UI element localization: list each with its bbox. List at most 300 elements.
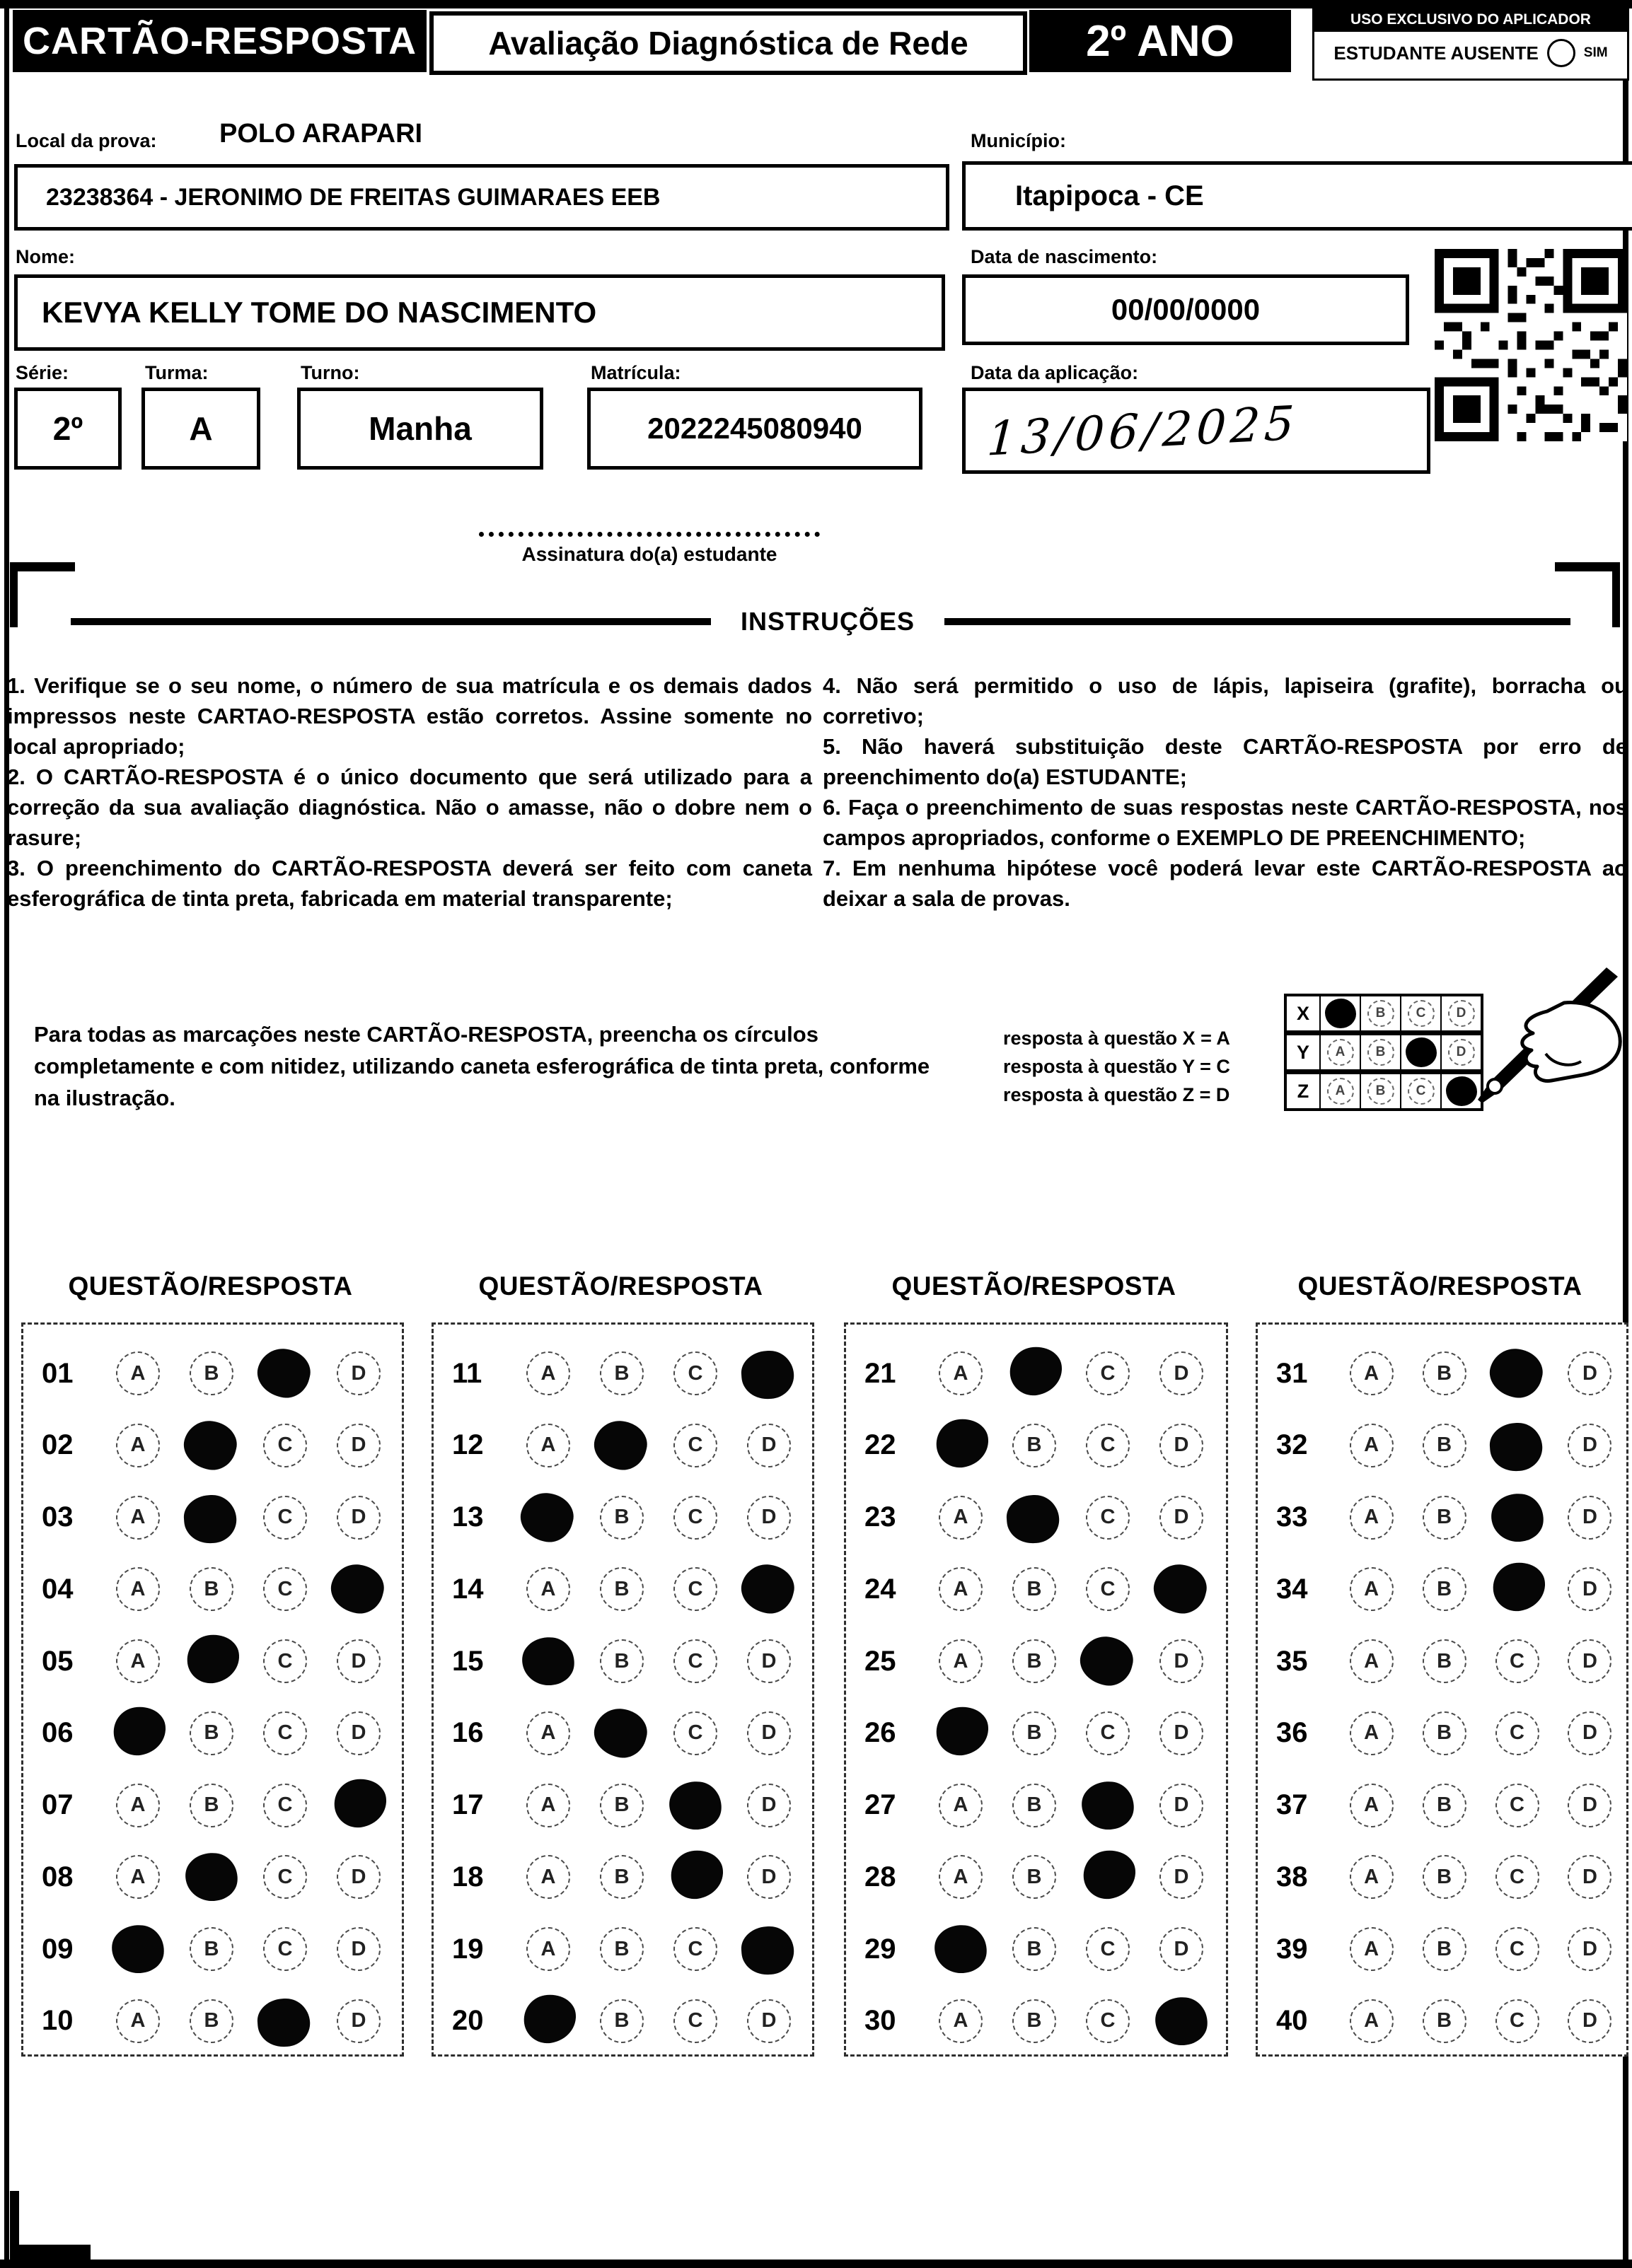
question-number-12: 12 <box>452 1429 484 1461</box>
turno-value: Manha <box>369 410 472 447</box>
example-row-label-X: X <box>1287 996 1321 1030</box>
local-value: POLO ARAPARI <box>219 119 423 149</box>
answer-bubble-23-A[interactable]: A <box>939 1496 983 1540</box>
answer-bubble-25-A[interactable]: A <box>939 1639 983 1683</box>
question-number-34: 34 <box>1276 1573 1308 1605</box>
answer-bubble-01-D[interactable]: D <box>337 1351 381 1395</box>
answer-bubble-03-C[interactable]: C <box>263 1496 307 1540</box>
answer-bubble-15-A-filled[interactable] <box>520 1634 577 1687</box>
question-number-21: 21 <box>864 1357 896 1389</box>
answer-bubble-27-C-filled[interactable] <box>1080 1779 1137 1832</box>
question-row-03 <box>23 1494 402 1541</box>
question-row-04 <box>23 1566 402 1612</box>
question-row-36 <box>1258 1710 1626 1757</box>
example-bubble-X-D: D <box>1448 1000 1475 1027</box>
corner-mark-left-v <box>10 562 18 627</box>
instruction-item-4: 4. Não será permitido o uso de lápis, lapiseira (grafite), borracha ou corretivo; <box>823 673 1628 728</box>
question-number-38: 38 <box>1276 1861 1308 1892</box>
serie-value: 2º <box>52 410 83 447</box>
answer-bubble-04-A[interactable]: A <box>116 1567 160 1611</box>
example-bubble-Y-B: B <box>1367 1039 1394 1066</box>
question-row-09 <box>23 1926 402 1972</box>
answer-bubble-13-C[interactable]: C <box>673 1496 717 1540</box>
answer-bubble-06-B[interactable]: B <box>190 1711 233 1755</box>
instructions-divider-left <box>71 618 711 625</box>
answer-bubble-13-A-filled[interactable] <box>516 1487 578 1547</box>
instruction-item-2: 2. O CARTÃO-RESPOSTA é o único documento que será utilizado para a correção da sua avaliação diagnóstica. Não o amasse, não o dobre nem o rasure; <box>7 764 812 850</box>
local-label: Local da prova: <box>16 130 157 151</box>
question-row-23 <box>846 1494 1226 1541</box>
instruction-item-3: 3. O preenchimento do CARTÃO-RESPOSTA deverá ser feito com caneta esferográfica de tinta preta, fabricada em material transparente; <box>7 856 812 911</box>
answer-bubble-01-C-filled[interactable] <box>253 1344 315 1403</box>
answer-bubble-06-D[interactable]: D <box>337 1711 381 1755</box>
answer-bubble-14-C[interactable]: C <box>673 1567 717 1611</box>
answer-bubble-33-A[interactable]: A <box>1350 1496 1394 1540</box>
answer-bubble-27-D[interactable]: D <box>1159 1784 1203 1827</box>
answer-bubble-19-C[interactable]: C <box>673 1927 717 1971</box>
answer-bubble-25-D[interactable]: D <box>1159 1639 1203 1683</box>
question-number-24: 24 <box>864 1573 896 1605</box>
answer-bubble-17-D[interactable]: D <box>747 1784 791 1827</box>
answer-bubble-21-B-filled[interactable] <box>1007 1343 1066 1399</box>
answer-bubble-03-A[interactable]: A <box>116 1496 160 1540</box>
nascimento-value: 00/00/0000 <box>1111 293 1261 326</box>
nome-box <box>14 274 945 351</box>
example-bubble-Z-A: A <box>1327 1078 1354 1105</box>
answer-bubble-11-C[interactable]: C <box>673 1351 717 1395</box>
example-bubble-X-B: B <box>1367 1000 1394 1027</box>
answer-bubble-39-C[interactable]: C <box>1495 1927 1539 1971</box>
instruction-item-7: 7. Em nenhuma hipótese você poderá levar este CARTÃO-RESPOSTA ao deixar a sala de provas. <box>823 856 1628 911</box>
question-row-22 <box>846 1422 1226 1469</box>
school-box <box>14 164 949 231</box>
question-row-11 <box>434 1350 812 1397</box>
example-bubble-Y-A: A <box>1327 1039 1354 1066</box>
question-number-23: 23 <box>864 1501 896 1533</box>
answer-bubble-09-C[interactable]: C <box>263 1927 307 1971</box>
answer-bubble-30-A[interactable]: A <box>939 1999 983 2043</box>
answer-bubble-29-B[interactable]: B <box>1012 1927 1056 1971</box>
answer-bubble-07-D-filled[interactable] <box>331 1775 390 1831</box>
column-1-title: QUESTÃO/RESPOSTA <box>68 1272 353 1301</box>
instructions-divider-right <box>944 618 1570 625</box>
qr-code <box>1435 249 1627 441</box>
answer-bubble-19-B[interactable]: B <box>600 1927 644 1971</box>
answer-bubble-40-C[interactable]: C <box>1495 1999 1539 2043</box>
corner-mark-left-h <box>10 562 75 571</box>
answer-bubble-14-B[interactable]: B <box>600 1567 644 1611</box>
answer-bubble-26-A-filled[interactable] <box>933 1703 992 1759</box>
answer-bubble-10-A[interactable]: A <box>116 1999 160 2043</box>
answer-bubble-38-C[interactable]: C <box>1495 1855 1539 1899</box>
question-number-03: 03 <box>42 1501 74 1533</box>
answer-bubble-31-A[interactable]: A <box>1350 1351 1394 1395</box>
absent-option-label: SIM <box>1583 45 1608 60</box>
instructions-title: INSTRUÇÕES <box>740 607 915 636</box>
question-row-14 <box>434 1566 812 1612</box>
answer-bubble-16-C[interactable]: C <box>673 1711 717 1755</box>
question-row-29 <box>846 1926 1226 1972</box>
question-row-24 <box>846 1566 1226 1612</box>
question-number-33: 33 <box>1276 1501 1308 1533</box>
question-row-07 <box>23 1782 402 1829</box>
answer-bubble-13-D[interactable]: D <box>747 1496 791 1540</box>
answer-bubble-14-A[interactable]: A <box>526 1567 570 1611</box>
nascimento-box <box>962 274 1409 345</box>
answer-bubble-34-D[interactable]: D <box>1568 1567 1611 1611</box>
answer-bubble-32-D[interactable]: D <box>1568 1424 1611 1467</box>
question-row-02 <box>23 1422 402 1469</box>
answer-bubble-07-A[interactable]: A <box>116 1784 160 1827</box>
answer-bubble-35-C[interactable]: C <box>1495 1639 1539 1683</box>
answer-bubble-11-A[interactable]: A <box>526 1351 570 1395</box>
answer-bubble-21-A[interactable]: A <box>939 1351 983 1395</box>
question-row-10 <box>23 1998 402 2045</box>
answer-bubble-21-D[interactable]: D <box>1159 1351 1203 1395</box>
question-number-07: 07 <box>42 1789 74 1821</box>
answer-bubble-23-C[interactable]: C <box>1086 1496 1130 1540</box>
marking-paragraph: Para todas as marcações neste CARTÃO-RESPOSTA, preencha os círculos completamente e com nitidez, utilizando caneta esferográfica de tinta preta, conforme na ilustração. <box>34 1022 930 1110</box>
answer-bubble-10-B[interactable]: B <box>190 1999 233 2043</box>
answer-bubble-39-A[interactable]: A <box>1350 1927 1394 1971</box>
answer-bubble-17-C-filled[interactable] <box>667 1779 724 1832</box>
answer-bubble-02-C[interactable]: C <box>263 1424 307 1467</box>
question-row-08 <box>23 1854 402 1900</box>
school-value: 23238364 - JERONIMO DE FREITAS GUIMARAES EEB <box>46 183 661 211</box>
turma-label: Turma: <box>145 362 209 383</box>
instruction-item-1: 1. Verifique se o seu nome, o número de sua matrícula e os demais dados impressos neste CARTAO-RESPOSTA estão corretos. Assine somente no local apropriado; <box>7 673 812 759</box>
answer-bubble-34-C-filled[interactable] <box>1489 1559 1549 1615</box>
answer-bubble-26-C[interactable]: C <box>1086 1711 1130 1755</box>
answer-column-1 <box>21 1322 404 2057</box>
question-number-37: 37 <box>1276 1789 1308 1821</box>
question-number-27: 27 <box>864 1789 896 1821</box>
qr-code-image <box>1435 249 1627 441</box>
answer-bubble-37-D[interactable]: D <box>1568 1784 1611 1827</box>
answer-bubble-33-B[interactable]: B <box>1423 1496 1466 1540</box>
answer-bubble-16-D[interactable]: D <box>747 1711 791 1755</box>
question-row-28 <box>846 1854 1226 1900</box>
answer-bubble-20-C[interactable]: C <box>673 1999 717 2043</box>
answer-bubble-21-C[interactable]: C <box>1086 1351 1130 1395</box>
answer-bubble-17-B[interactable]: B <box>600 1784 644 1827</box>
corner-mark-right-h <box>1555 562 1620 571</box>
matricula-box <box>587 388 922 470</box>
answer-bubble-39-B[interactable]: B <box>1423 1927 1466 1971</box>
answer-bubble-12-B-filled[interactable] <box>589 1415 652 1475</box>
answer-bubble-33-D[interactable]: D <box>1568 1496 1611 1540</box>
answer-bubble-27-B[interactable]: B <box>1012 1784 1056 1827</box>
answer-bubble-25-B[interactable]: B <box>1012 1639 1056 1683</box>
answer-bubble-40-D[interactable]: D <box>1568 1999 1611 2043</box>
answer-bubble-03-B-filled[interactable] <box>183 1493 238 1545</box>
question-number-20: 20 <box>452 2005 484 2037</box>
question-number-04: 04 <box>42 1573 74 1605</box>
answer-bubble-15-B[interactable]: B <box>600 1639 644 1683</box>
question-row-31 <box>1258 1350 1626 1397</box>
municipio-value: Itapipoca - CE <box>1015 180 1204 211</box>
hand-pen-illustration <box>1440 967 1629 1120</box>
question-row-17 <box>434 1782 812 1829</box>
answer-column-4 <box>1256 1322 1628 2057</box>
answer-bubble-34-B[interactable]: B <box>1423 1567 1466 1611</box>
example-bubble-Y-D: D <box>1448 1039 1475 1066</box>
answer-bubble-03-D[interactable]: D <box>337 1496 381 1540</box>
answer-bubble-22-C[interactable]: C <box>1086 1424 1130 1467</box>
answer-bubble-40-A[interactable]: A <box>1350 1999 1394 2043</box>
answer-bubble-29-D[interactable]: D <box>1159 1927 1203 1971</box>
answer-bubble-19-A[interactable]: A <box>526 1927 570 1971</box>
answer-bubble-04-B[interactable]: B <box>190 1567 233 1611</box>
nascimento-label: Data de nascimento: <box>971 246 1158 267</box>
exam-title-box <box>429 11 1027 75</box>
answer-bubble-36-D[interactable]: D <box>1568 1711 1611 1755</box>
answer-column-3 <box>844 1322 1228 2057</box>
question-row-35 <box>1258 1638 1626 1685</box>
answer-bubble-35-A[interactable]: A <box>1350 1639 1394 1683</box>
answer-bubble-40-B[interactable]: B <box>1423 1999 1466 2043</box>
question-number-16: 16 <box>452 1717 484 1749</box>
question-number-32: 32 <box>1276 1429 1308 1461</box>
answer-bubble-32-A[interactable]: A <box>1350 1424 1394 1467</box>
answer-bubble-15-C[interactable]: C <box>673 1639 717 1683</box>
turma-value: A <box>189 410 213 447</box>
question-number-36: 36 <box>1276 1717 1308 1749</box>
answer-bubble-37-C[interactable]: C <box>1495 1784 1539 1827</box>
aplicacao-label: Data da aplicação: <box>971 362 1139 383</box>
answer-bubble-23-D[interactable]: D <box>1159 1496 1203 1540</box>
answer-bubble-24-D-filled[interactable] <box>1149 1559 1211 1619</box>
answer-bubble-36-B[interactable]: B <box>1423 1711 1466 1755</box>
question-row-39 <box>1258 1926 1626 1972</box>
exam-title: Avaliação Diagnóstica de Rede <box>488 25 968 62</box>
answer-bubble-20-D[interactable]: D <box>747 1999 791 2043</box>
turno-box <box>297 388 543 470</box>
answer-bubble-32-B[interactable]: B <box>1423 1424 1466 1467</box>
answer-bubble-31-C-filled[interactable] <box>1484 1344 1546 1403</box>
question-number-18: 18 <box>452 1861 484 1892</box>
question-number-39: 39 <box>1276 1933 1308 1965</box>
question-number-26: 26 <box>864 1717 896 1749</box>
answer-bubble-29-C[interactable]: C <box>1086 1927 1130 1971</box>
signature-label: Assinatura do(a) estudante <box>521 543 777 565</box>
answer-bubble-18-C-filled[interactable] <box>668 1847 727 1903</box>
answer-bubble-11-D-filled[interactable] <box>740 1349 796 1401</box>
municipio-box <box>962 161 1632 231</box>
answer-bubble-14-D-filled[interactable] <box>736 1559 799 1619</box>
absent-sim-bubble[interactable] <box>1547 39 1575 67</box>
hand-pen-icon <box>1440 967 1629 1120</box>
instruction-item-6: 6. Faça o preenchimento de suas respostas neste CARTÃO-RESPOSTA, nos campos apropriados, conforme o EXEMPLO DE PREENCHIMENTO; <box>823 795 1628 850</box>
answer-bubble-09-D[interactable]: D <box>337 1927 381 1971</box>
question-number-10: 10 <box>42 2005 74 2037</box>
question-row-20 <box>434 1998 812 2045</box>
answer-bubble-01-B[interactable]: B <box>190 1351 233 1395</box>
answer-bubble-24-C[interactable]: C <box>1086 1567 1130 1611</box>
answer-bubble-33-C-filled[interactable] <box>1488 1491 1546 1544</box>
question-row-34 <box>1258 1566 1626 1612</box>
answer-bubble-16-A[interactable]: A <box>526 1711 570 1755</box>
answer-bubble-30-B[interactable]: B <box>1012 1999 1056 2043</box>
answer-bubble-02-D[interactable]: D <box>337 1424 381 1467</box>
answer-bubble-23-B-filled[interactable] <box>1005 1493 1061 1545</box>
answer-bubble-35-B[interactable]: B <box>1423 1639 1466 1683</box>
answer-bubble-13-B[interactable]: B <box>600 1496 644 1540</box>
answer-bubble-38-D[interactable]: D <box>1568 1855 1611 1899</box>
answer-bubble-04-C[interactable]: C <box>263 1567 307 1611</box>
question-number-11: 11 <box>452 1357 482 1389</box>
answer-bubble-09-A-filled[interactable] <box>110 1922 167 1975</box>
grade-banner <box>1029 10 1291 72</box>
answer-bubble-28-C-filled[interactable] <box>1080 1847 1140 1903</box>
answer-bubble-06-C[interactable]: C <box>263 1711 307 1755</box>
question-row-38 <box>1258 1854 1626 1900</box>
answer-bubble-08-C[interactable]: C <box>263 1855 307 1899</box>
answer-bubble-32-C-filled[interactable] <box>1488 1421 1544 1472</box>
question-number-40: 40 <box>1276 2005 1308 2037</box>
answer-bubble-07-C[interactable]: C <box>263 1784 307 1827</box>
column-4-title: QUESTÃO/RESPOSTA <box>1297 1272 1582 1301</box>
answer-bubble-05-A[interactable]: A <box>116 1639 160 1683</box>
question-number-35: 35 <box>1276 1645 1308 1677</box>
answer-bubble-20-A-filled[interactable] <box>521 1991 580 2047</box>
answer-bubble-38-A[interactable]: A <box>1350 1855 1394 1899</box>
question-row-12 <box>434 1422 812 1469</box>
answer-bubble-30-C[interactable]: C <box>1086 1999 1130 2043</box>
nome-value: KEVYA KELLY TOME DO NASCIMENTO <box>42 296 597 329</box>
example-bubble-X-C: C <box>1408 1000 1435 1027</box>
aplicacao-box[interactable] <box>962 388 1430 474</box>
answer-bubble-05-C[interactable]: C <box>263 1639 307 1683</box>
example-bubble-Z-B: B <box>1367 1078 1394 1105</box>
answer-bubble-29-A-filled[interactable] <box>932 1922 990 1975</box>
answer-bubble-35-D[interactable]: D <box>1568 1639 1611 1683</box>
answer-bubble-30-D-filled[interactable] <box>1153 1994 1210 2047</box>
answer-bubble-19-D-filled[interactable] <box>740 1925 796 1977</box>
answer-bubble-08-B-filled[interactable] <box>183 1851 241 1904</box>
question-number-15: 15 <box>452 1645 484 1677</box>
question-number-22: 22 <box>864 1429 896 1461</box>
answer-bubble-22-B[interactable]: B <box>1012 1424 1056 1467</box>
question-row-25 <box>846 1638 1226 1685</box>
question-number-13: 13 <box>452 1501 484 1533</box>
answer-bubble-37-A[interactable]: A <box>1350 1784 1394 1827</box>
corner-mark-bottom-h <box>10 2245 91 2260</box>
answer-bubble-12-A[interactable]: A <box>526 1424 570 1467</box>
answer-bubble-24-B[interactable]: B <box>1012 1567 1056 1611</box>
answer-bubble-24-A[interactable]: A <box>939 1567 983 1611</box>
answer-bubble-26-D[interactable]: D <box>1159 1711 1203 1755</box>
answer-bubble-10-D[interactable]: D <box>337 1999 381 2043</box>
answer-bubble-01-A[interactable]: A <box>116 1351 160 1395</box>
answer-bubble-02-B-filled[interactable] <box>179 1415 241 1475</box>
answer-bubble-12-D[interactable]: D <box>747 1424 791 1467</box>
question-row-06 <box>23 1710 402 1757</box>
example-row-label-Z: Z <box>1287 1074 1321 1108</box>
question-row-30 <box>846 1998 1226 2045</box>
answer-bubble-17-A[interactable]: A <box>526 1784 570 1827</box>
corner-mark-right-v <box>1612 562 1620 627</box>
answer-bubble-05-B-filled[interactable] <box>184 1631 243 1687</box>
question-row-18 <box>434 1854 812 1900</box>
answer-bubble-28-A[interactable]: A <box>939 1855 983 1899</box>
question-number-05: 05 <box>42 1645 74 1677</box>
answer-bubble-16-B-filled[interactable] <box>589 1703 652 1762</box>
question-row-16 <box>434 1710 812 1757</box>
answer-bubble-31-D[interactable]: D <box>1568 1351 1611 1395</box>
answer-bubble-08-D[interactable]: D <box>337 1855 381 1899</box>
answer-bubble-09-B[interactable]: B <box>190 1927 233 1971</box>
answer-bubble-31-B[interactable]: B <box>1423 1351 1466 1395</box>
answer-bubble-38-B[interactable]: B <box>1423 1855 1466 1899</box>
question-row-40 <box>1258 1998 1626 2045</box>
answer-bubble-20-B[interactable]: B <box>600 1999 644 2043</box>
answer-bubble-22-A-filled[interactable] <box>933 1415 992 1471</box>
examiner-box-title: USO EXCLUSIVO DO APLICADOR <box>1314 8 1627 32</box>
answer-bubble-05-D[interactable]: D <box>337 1639 381 1683</box>
municipio-label: Município: <box>971 130 1066 151</box>
answer-bubble-04-D-filled[interactable] <box>326 1559 388 1619</box>
answer-bubble-28-B[interactable]: B <box>1012 1855 1056 1899</box>
column-3-title: QUESTÃO/RESPOSTA <box>891 1272 1176 1301</box>
question-row-26 <box>846 1710 1226 1757</box>
answer-bubble-36-A[interactable]: A <box>1350 1711 1394 1755</box>
answer-bubble-06-A-filled[interactable] <box>110 1703 170 1759</box>
answer-bubble-25-C-filled[interactable] <box>1075 1632 1138 1691</box>
turno-label: Turno: <box>301 362 360 383</box>
answer-bubble-18-B[interactable]: B <box>600 1855 644 1899</box>
answer-bubble-27-A[interactable]: A <box>939 1784 983 1827</box>
example-line-z: resposta à questão Z = D <box>1003 1084 1230 1105</box>
answer-bubble-28-D[interactable]: D <box>1159 1855 1203 1899</box>
question-row-32 <box>1258 1422 1626 1469</box>
answer-bubble-34-A[interactable]: A <box>1350 1567 1394 1611</box>
answer-bubble-18-D[interactable]: D <box>747 1855 791 1899</box>
answer-bubble-18-A[interactable]: A <box>526 1855 570 1899</box>
answer-bubble-22-D[interactable]: D <box>1159 1424 1203 1467</box>
serie-label: Série: <box>16 362 69 383</box>
answer-bubble-10-C-filled[interactable] <box>256 1997 312 2049</box>
answer-bubble-12-C[interactable]: C <box>673 1424 717 1467</box>
question-number-01: 01 <box>42 1357 74 1389</box>
handwritten-date: 13/06/2025 <box>985 395 1300 467</box>
examiner-box <box>1312 6 1629 81</box>
answer-bubble-08-A[interactable]: A <box>116 1855 160 1899</box>
answer-bubble-37-B[interactable]: B <box>1423 1784 1466 1827</box>
column-2-title: QUESTÃO/RESPOSTA <box>478 1272 763 1301</box>
question-row-19 <box>434 1926 812 1972</box>
question-number-31: 31 <box>1276 1357 1308 1389</box>
instructions-left-column <box>7 670 812 914</box>
answer-bubble-11-B[interactable]: B <box>600 1351 644 1395</box>
question-row-05 <box>23 1638 402 1685</box>
absent-label: ESTUDANTE AUSENTE <box>1333 42 1539 64</box>
question-number-02: 02 <box>42 1429 74 1461</box>
example-answer-lines <box>1003 1024 1230 1109</box>
answer-bubble-07-B[interactable]: B <box>190 1784 233 1827</box>
answer-bubble-36-C[interactable]: C <box>1495 1711 1539 1755</box>
example-line-y: resposta à questão Y = C <box>1003 1056 1230 1077</box>
instruction-item-5: 5. Não haverá substituição deste CARTÃO-RESPOSTA por erro de preenchimento do(a) ESTUDANTE; <box>823 734 1628 789</box>
answer-bubble-26-B[interactable]: B <box>1012 1711 1056 1755</box>
serie-box <box>14 388 122 470</box>
question-number-19: 19 <box>452 1933 484 1965</box>
matricula-value: 2022245080940 <box>647 412 862 445</box>
answer-bubble-15-D[interactable]: D <box>747 1639 791 1683</box>
answer-bubble-39-D[interactable]: D <box>1568 1927 1611 1971</box>
answer-bubble-02-A[interactable]: A <box>116 1424 160 1467</box>
signature-line[interactable] <box>479 532 820 537</box>
